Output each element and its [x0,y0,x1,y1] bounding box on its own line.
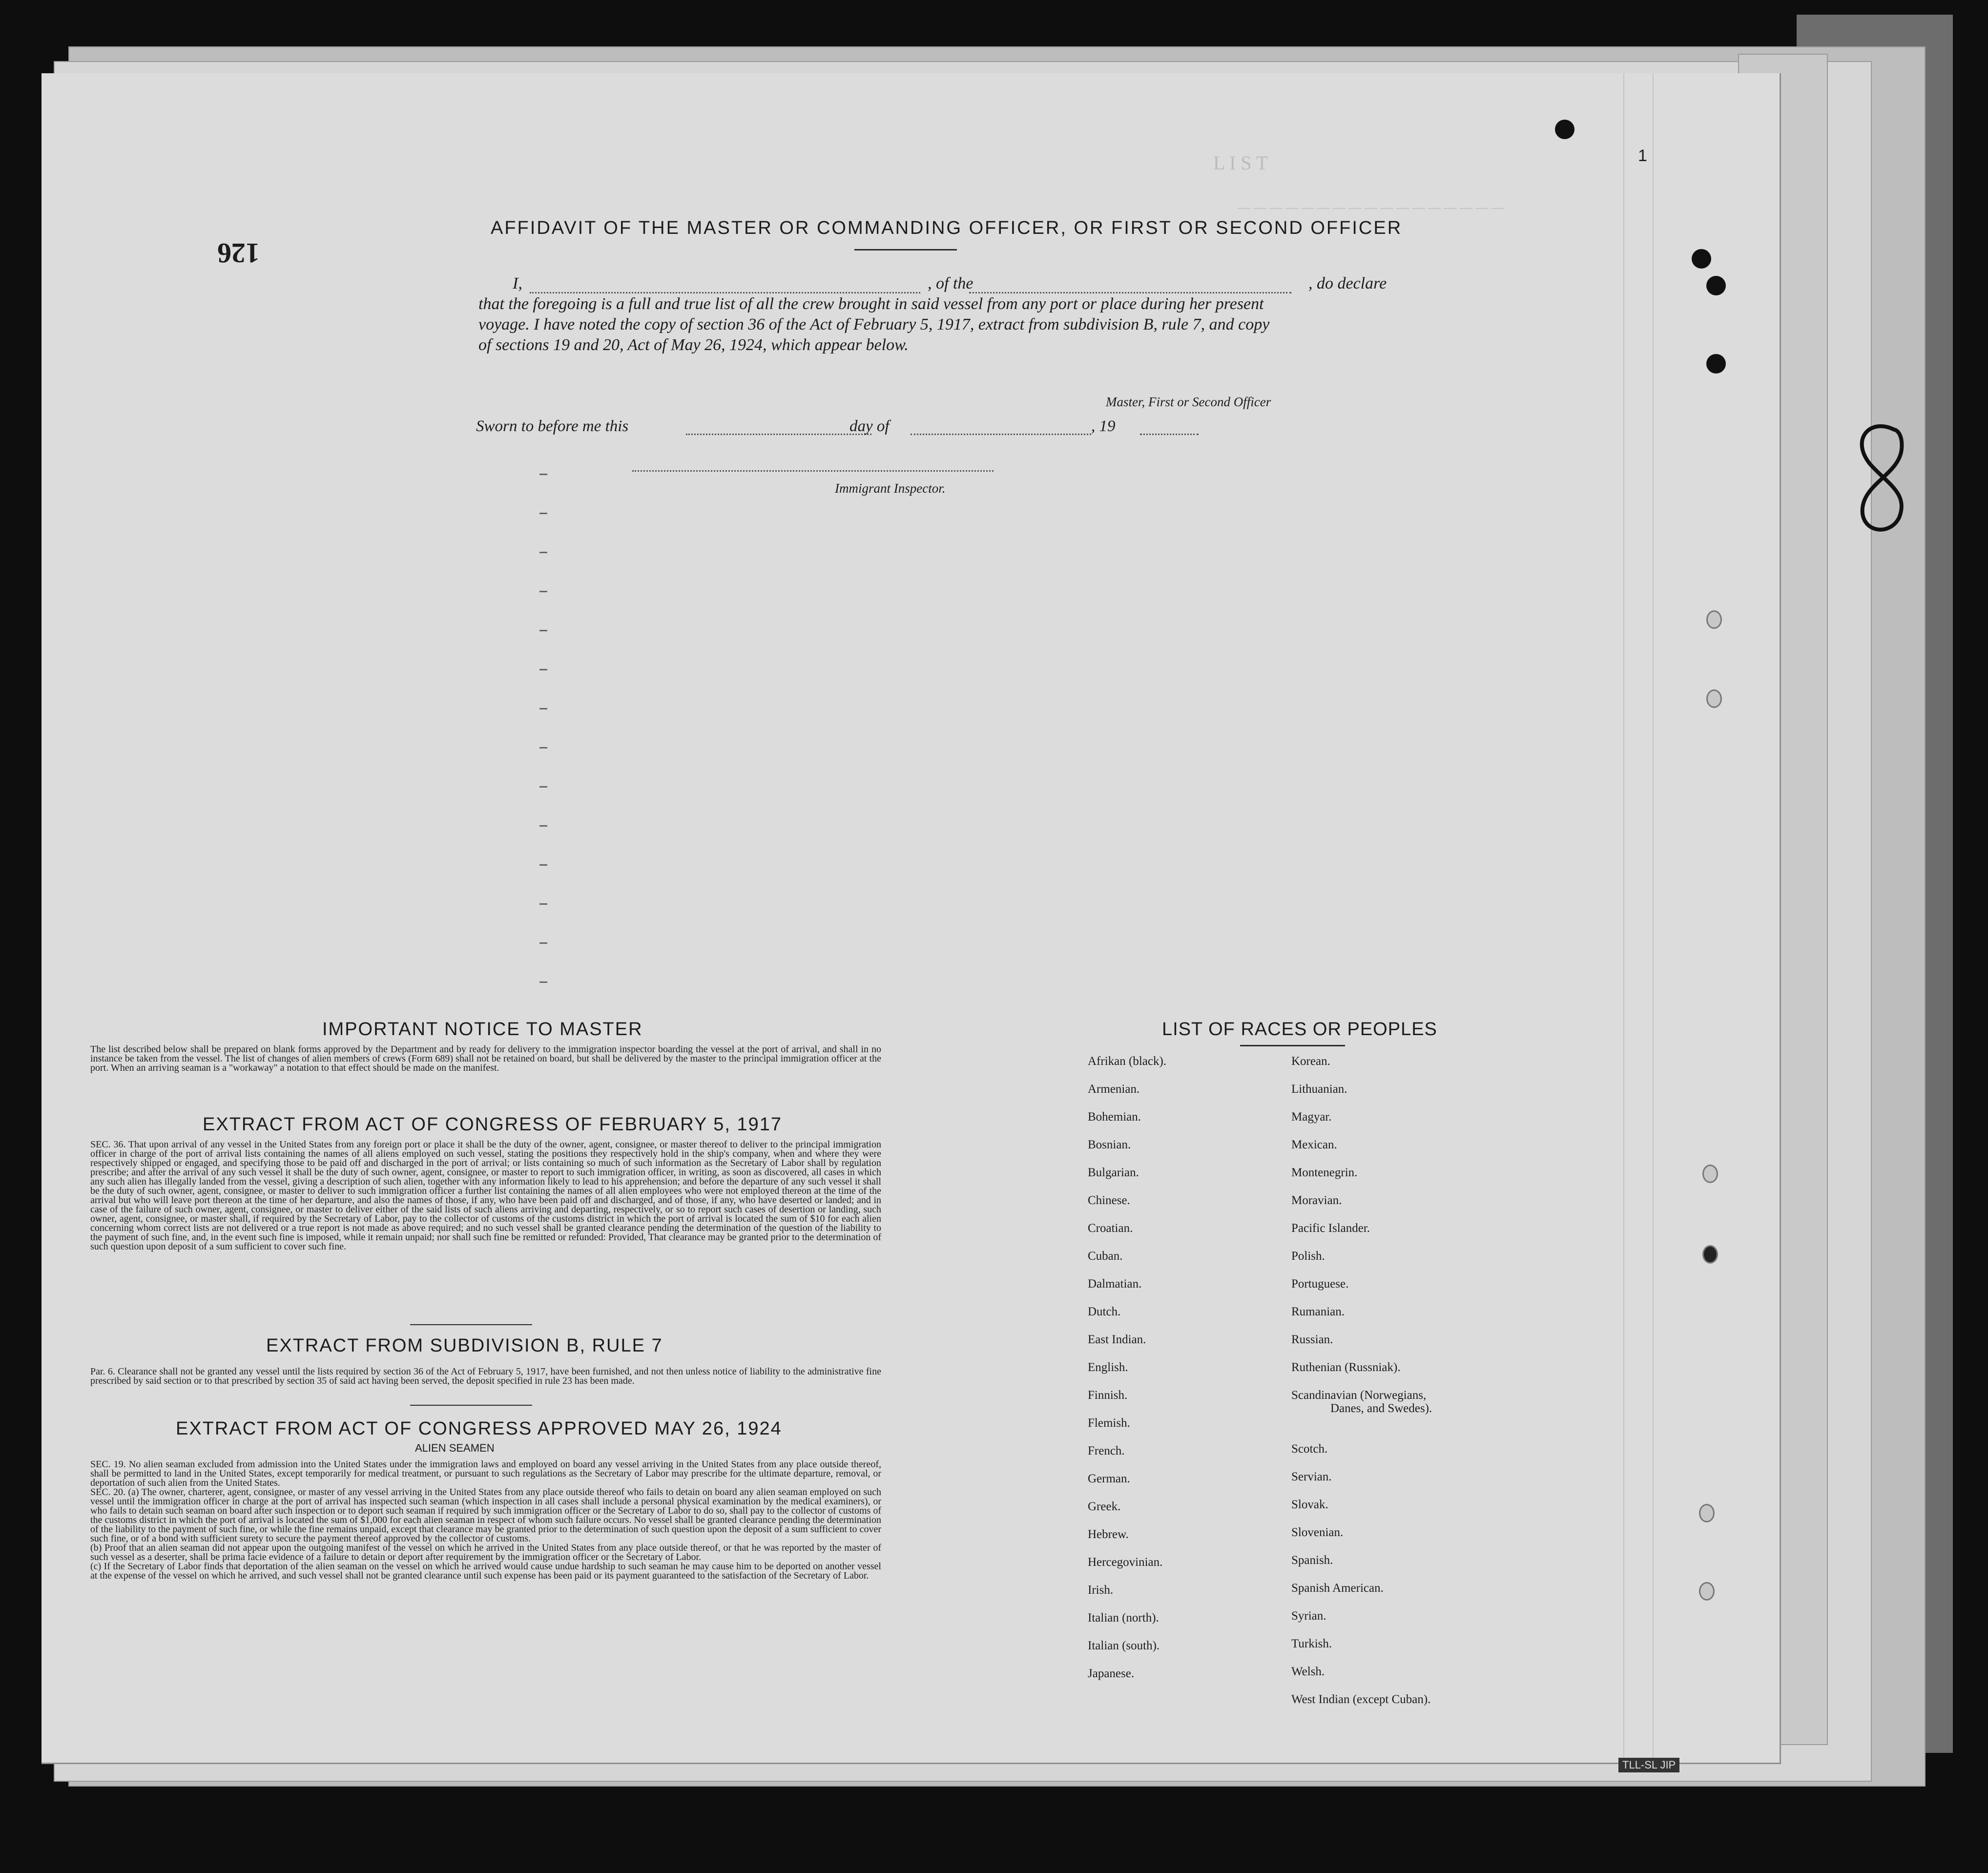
race-item: Afrikan (black). [1088,1055,1167,1068]
dash-mark [539,786,547,788]
extract-1924-title: EXTRACT FROM ACT OF CONGRESS APPROVED MAY 26, 1924 [176,1418,782,1439]
sworn-year-blank [1140,434,1199,435]
race-item: Cuban. [1088,1249,1123,1263]
dash-mark [539,903,547,905]
punch-mark [1706,276,1726,295]
declaration-of-the: , of the [928,274,973,292]
declaration-i: I, [513,274,522,292]
punch-mark [1706,354,1726,374]
declaration-line: of sections 19 and 20, Act of May 26, 1924, which appear below. [478,336,909,354]
race-item: Spanish. [1291,1554,1333,1567]
extract-1924-text [90,1460,881,1581]
binder-hole [1706,610,1722,629]
sec-20a-text: SEC. 20. (a) The owner, charterer, agent, consignee, or master of any vessel arriving in the United States from any place outside thereof who fails to detain on board any alien seaman employed on such vessel until the immigration officer in charge at the port of arrival has inspected such seaman (which inspection in all cases shall include a personal physical examination by the medical examiners), or who fails to detain such seaman on board after such inspection or to deport such seaman if required by such immigration officer or the Secretary of Labor to do so, shall pay to the collector of customs of the customs district in which the port of arrival is located the sum of $1,000 for each alien seaman in respect of whom such failure occurs. No vessel shall be granted clearance pending the determination of the liability to the payment of such fine, or while the fine remains unpaid, except that clearance may be granted prior to the determination of such question upon the deposit of a sum sufficient to cover such fine, or of a bond with sufficient surety to secure the payment thereof approved by the collector of customs. [90,1487,881,1544]
race-item: French. [1088,1444,1125,1457]
binder-hole [1702,1245,1718,1264]
race-item: Scandinavian (Norwegians, [1291,1389,1427,1402]
races-underline [1240,1045,1345,1046]
manifest-page [41,73,1781,1764]
declaration-do-declare: , do declare [1308,274,1387,292]
notice-title: IMPORTANT NOTICE TO MASTER [322,1019,643,1040]
race-item: Moravian. [1291,1194,1342,1207]
extract-1917-text: SEC. 36. That upon arrival of any vessel in the United States from any foreign port or place it shall be the duty of the owner, agent, consignee, or master thereof to deliver to the principal immigration officer in charge of the port of arrival lists containing the names of all aliens employed on such vessel, stating the positions they respectively hold in the ship's company, when and where they were respectively shipped or engaged, and specifying those to be paid off and discharged in the port of arrival; or lists containing so much of such information as the Secretary of Labor shall by regulation prescribe; and after the arrival of any such vessel it shall be the duty of such owner, agent, consignee, or master to report to such immigration officer, in writing, as soon as discovered, all cases in which any such alien has illegally landed from the vessel, giving a description of such alien, together with any information likely to lead to his apprehension; and before the departure of any such vessel it shall be the duty of such owner, agent, consignee, or master to deliver to such immigration officer a further list containing the names of all alien employees who were not employed thereon at the time of the arrival but who will leave port thereon at the time of her departure, and also the names of those, if any, who have been paid off and discharged, and of those, if any, who have deserted or landed; and in case of the failure of such owner, agent, consignee, or master to deliver either of the said lists of such aliens arriving and departing, respectively, or so to report such cases of desertion or landing, such owner, agent, consignee, or master shall, if required by the Secretary of Labor, pay to the collector of customs of the customs district in which the port of arrival is located the sum of $10 for each alien concerning whom correct lists are not delivered or a true report is not made as above required; and no such vessel shall be granted clearance pending the determination of the question of the liability to the payment of such fine, and, in the event such fine is imposed, while it remain unpaid; nor shall such fine be remitted or refunded: Provided, That clearance may be granted prior to the determination of such question upon deposit of a sum sufficient to cover such fine. [90,1139,881,1252]
race-item: Polish. [1291,1249,1325,1263]
grid-line [1623,73,1624,1763]
grid-line [1653,73,1654,1763]
sworn-label: Sworn to before me this [476,417,629,435]
dash-mark [539,825,547,827]
dash-mark [539,864,547,866]
binder-hole [1702,1165,1718,1183]
race-item: Lithuanian. [1291,1082,1347,1096]
race-item: Hebrew. [1088,1528,1129,1541]
race-item: Portuguese. [1291,1277,1349,1290]
subdivision-b-text: Par. 6. Clearance shall not be granted any vessel until the lists required by section 36 of the Act of February 5, 1917, have been furnished, and not then unless notice of liability to the administrative fine prescribed by said section or to that prescribed by section 35 of said act having been served, the deposit specified in rule 23 has been made. [90,1366,881,1386]
stamped-number: 126 [217,237,260,269]
page-number: 1 [1638,146,1647,165]
punch-mark [1555,120,1574,139]
dash-mark [539,669,547,670]
race-item: Spanish American. [1291,1582,1384,1595]
inspector-label: Immigrant Inspector. [835,481,946,496]
dash-mark [539,981,547,983]
race-item: West Indian (except Cuban). [1291,1693,1431,1706]
race-item: Dalmatian. [1088,1277,1142,1290]
race-item: Bulgarian. [1088,1166,1139,1179]
race-item: Danes, and Swedes). [1330,1402,1432,1415]
bottom-stamp: TLL-SL JIP [1618,1758,1679,1772]
race-item: Mexican. [1291,1138,1337,1151]
binder-hole [1706,689,1722,708]
declaration-block [478,273,1428,355]
declaration-line: voyage. I have noted the copy of section 36 of the Act of February 5, 1917, extract from subdivision B, rule 7, and copy [478,315,1270,333]
race-item: Scotch. [1291,1442,1328,1456]
race-item: Russian. [1291,1333,1333,1346]
race-item: Montenegrin. [1291,1166,1358,1179]
race-item: Bosnian. [1088,1138,1131,1151]
race-item: Servian. [1291,1470,1332,1483]
races-title: LIST OF RACES OR PEOPLES [1162,1019,1437,1040]
race-item: Irish. [1088,1583,1114,1597]
extract-1924-subtitle: ALIEN SEAMEN [415,1442,495,1454]
declaration-line: that the foregoing is a full and true list of all the crew brought in said vessel from any port or place during her present [478,295,1264,313]
ghost-text: — — — — — — — — — — — — — — — — — [1238,200,1504,214]
extract-1917-title: EXTRACT FROM ACT OF CONGRESS OF FEBRUARY 5, 1917 [203,1114,782,1135]
dash-mark [539,942,547,944]
race-item: Japanese. [1088,1667,1135,1680]
race-item: Korean. [1291,1055,1330,1068]
title-underline [854,249,957,250]
handwritten-mark-8 [1841,420,1914,537]
race-item: Hercegovinian. [1088,1556,1163,1569]
sec-19-text: SEC. 19. No alien seaman excluded from admission into the United States under the immigration laws and employed on board any vessel arriving in the United States from any place outside thereof, shall be permitted to land in the United States, except temporarily for medical treatment, or pursuant to such regulations as the Secretary of Labor may prescribe for the ultimate departure, removal, or deportation of such alien from the United States. [90,1459,881,1488]
race-item: Slovenian. [1291,1526,1344,1539]
binder-hole [1699,1582,1715,1601]
race-item: Finnish. [1088,1389,1128,1402]
notice-text: The list described below shall be prepared on blank forms approved by the Department and by ready for delivery to the immigration inspector boarding the vessel at the port of arrival, and shall in no instance be taken from the vessel. The list of changes of alien members of crews (Form 689) shall not be retained on board, but shall be delivered by the master to the principal immigration officer at the port. When an arriving seaman is a "workaway" a notation to that effect should be made on the manifest. [90,1044,881,1073]
race-item: English. [1088,1361,1128,1374]
race-item: Flemish. [1088,1416,1130,1430]
race-item: Chinese. [1088,1194,1130,1207]
race-item: Dutch. [1088,1305,1121,1318]
sec-20c-text: (c) If the Secretary of Labor finds that deportation of the alien seaman on the vessel on which he arrived would cause undue hardship to such seaman he may cause him to be deported on another vessel at the expense of the vessel on which he arrived, and such vessel shall not be granted clearance until such expense has been paid or its payment guaranteed to the satisfaction of the Secretary of Labor. [90,1561,881,1581]
sworn-month-blank [911,434,1091,435]
race-item: Magyar. [1291,1110,1332,1124]
name-blank [530,292,920,293]
dash-mark [539,747,547,749]
race-item: German. [1088,1472,1130,1485]
race-item: Syrian. [1291,1609,1326,1623]
section-divider [410,1324,532,1325]
race-item: Pacific Islander. [1291,1222,1370,1235]
race-item: Turkish. [1291,1637,1332,1650]
race-item: Welsh. [1291,1665,1325,1678]
day-of-label: day of [849,417,890,435]
punch-mark [1692,249,1711,269]
vessel-blank [969,292,1291,293]
race-item: Slovak. [1291,1498,1328,1511]
dash-mark [539,708,547,709]
race-item: Rumanian. [1291,1305,1345,1318]
race-item: Croatian. [1088,1222,1133,1235]
race-item: Italian (south). [1088,1639,1160,1652]
affidavit-title: AFFIDAVIT OF THE MASTER OR COMMANDING OFFICER, OR FIRST OR SECOND OFFICER [491,218,1403,238]
dash-mark [539,513,547,514]
race-item: East Indian. [1088,1333,1146,1346]
race-item: Greek. [1088,1500,1121,1513]
section-divider [410,1405,532,1406]
signer-label: Master, First or Second Officer [1106,395,1271,409]
dash-mark [539,552,547,553]
dash-mark [539,630,547,631]
sworn-day-blank [686,434,871,435]
sec-20b-text: (b) Proof that an alien seaman did not appear upon the outgoing manifest of the vessel on which he arrived in the United States from any place outside thereof, or that he was reported by the master of such vessel as a deserter, shall be prima facie evidence of a failure to detain or deport after requirement by the immigration officer or the Secretary of Labor. [90,1542,881,1562]
race-item: Ruthenian (Russniak). [1291,1361,1401,1374]
race-item: Armenian. [1088,1082,1140,1096]
race-item: Bohemian. [1088,1110,1141,1124]
subdivision-b-title: EXTRACT FROM SUBDIVISION B, RULE 7 [266,1335,663,1356]
year-label: , 19 [1091,417,1116,435]
inspector-signature-blank [632,470,994,472]
ghost-text: L I S T [1213,152,1268,174]
dash-mark [539,474,547,475]
binder-hole [1699,1504,1715,1522]
dash-mark [539,591,547,592]
race-item: Italian (north). [1088,1611,1159,1624]
